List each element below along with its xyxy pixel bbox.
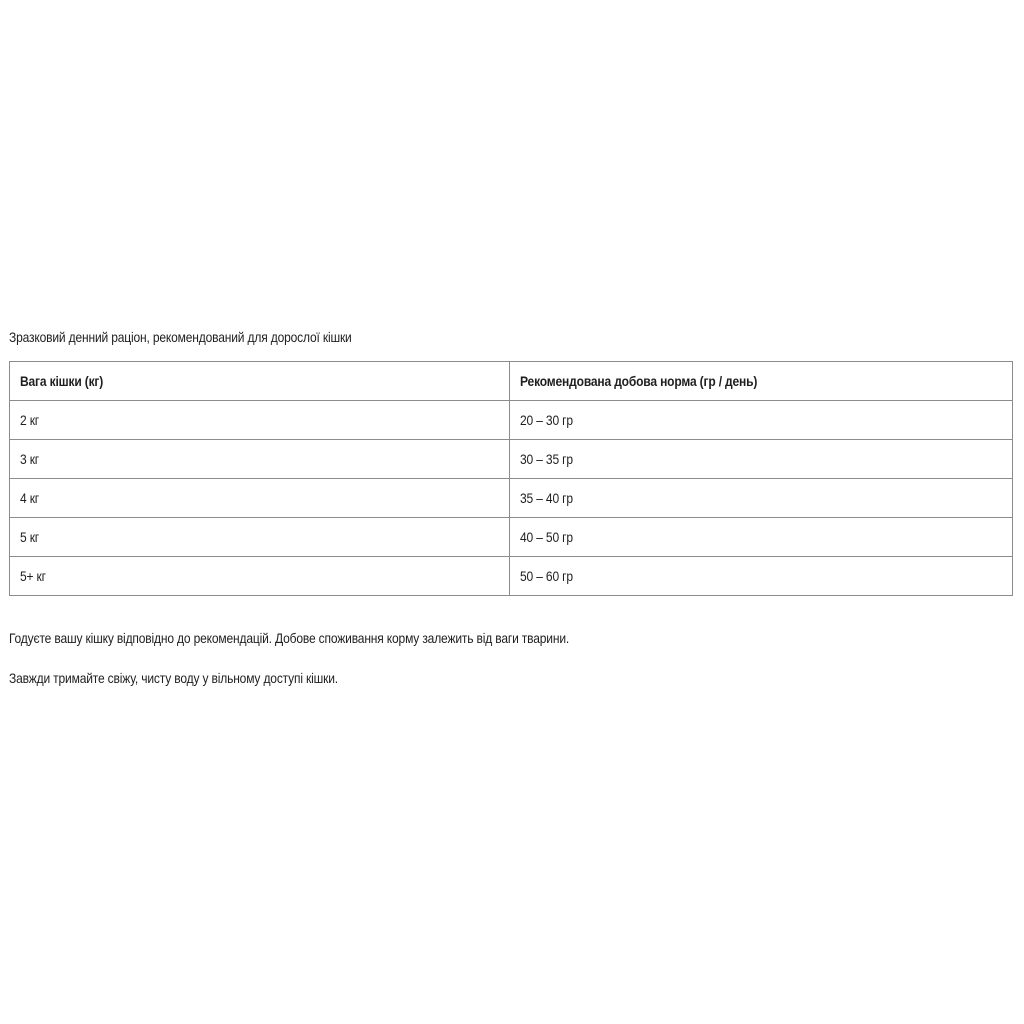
table-row bbox=[10, 401, 1013, 440]
norm-cell: 20 – 30 гр bbox=[510, 401, 1013, 440]
table-row bbox=[10, 440, 1013, 479]
table-header-row bbox=[10, 362, 1013, 401]
norm-cell: 50 – 60 гр bbox=[510, 557, 1013, 596]
feeding-table bbox=[9, 361, 1013, 596]
table-row bbox=[10, 479, 1013, 518]
norm-cell: 40 – 50 гр bbox=[510, 518, 1013, 557]
feeding-section bbox=[9, 327, 1013, 688]
weight-cell: 2 кг bbox=[10, 401, 510, 440]
feeding-note: Годуєте вашу кішку відповідно до рекомендацій. Добове споживання корму залежить від ваги тварини. bbox=[9, 630, 570, 646]
weight-cell: 4 кг bbox=[10, 479, 510, 518]
weight-cell: 5 кг bbox=[10, 518, 510, 557]
weight-cell: 5+ кг bbox=[10, 557, 510, 596]
table-row bbox=[10, 557, 1013, 596]
table-row bbox=[10, 518, 1013, 557]
norm-cell: 35 – 40 гр bbox=[510, 479, 1013, 518]
table-caption: Зразковий денний раціон, рекомендований для дорослої кішки bbox=[9, 329, 352, 345]
water-note: Завжди тримайте свіжу, чисту воду у вільному доступі кішки. bbox=[9, 670, 338, 686]
header-daily-norm: Рекомендована добова норма (гр / день) bbox=[510, 362, 1013, 401]
weight-cell: 3 кг bbox=[10, 440, 510, 479]
norm-cell: 30 – 35 гр bbox=[510, 440, 1013, 479]
header-weight: Вага кішки (кг) bbox=[10, 362, 510, 401]
